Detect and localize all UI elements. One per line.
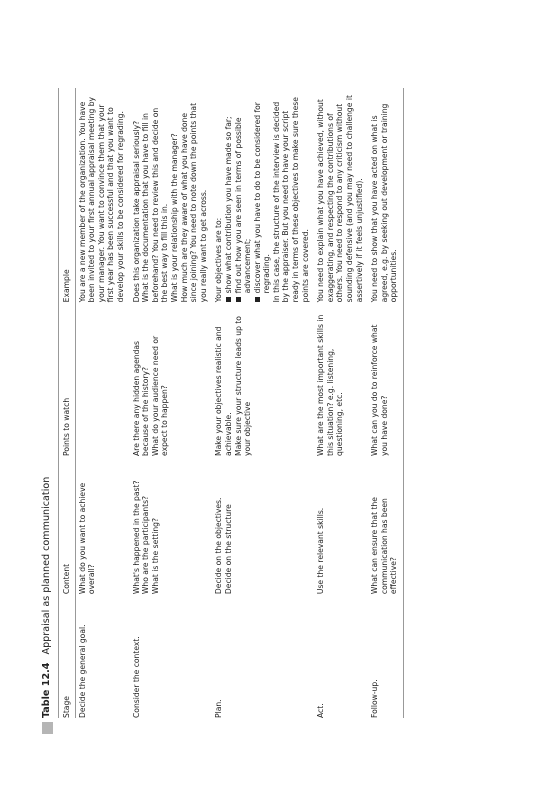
points-line: What can you do to reinforce what you have done? <box>370 324 389 456</box>
list-item <box>224 94 234 302</box>
example-line: You need to explain what you have achieved, without exaggerating, and respecting the contributions of others. You need to respond to any criticism without sounding defensive (and you may need to challenge it assertively if it feels unjustified). <box>316 95 364 303</box>
stage-cell: Consider the context. <box>131 636 141 718</box>
points-line: Make your objectives realistic and achievable. <box>214 326 233 456</box>
example-cell <box>130 88 213 302</box>
example-line: What is your relationship with the manager? <box>169 133 179 303</box>
table-number: Table 12.4 <box>41 662 52 718</box>
square-bullet-icon <box>236 297 241 302</box>
points-cell <box>212 302 314 456</box>
content-line: Who are the participants? <box>141 495 151 595</box>
square-bullet-icon <box>255 297 260 302</box>
stage-cell: Decide the general goal. <box>77 624 87 718</box>
points-cell <box>130 302 213 456</box>
points-cell <box>314 302 368 456</box>
header-content: Content <box>59 456 76 594</box>
points-cell <box>368 302 403 456</box>
example-line: What is the documentation that you have to fill in beforehand? You need to review this and decide on the best way to fill this in. <box>141 107 170 303</box>
stage-cell: Act. <box>316 703 326 718</box>
content-cell <box>314 456 368 594</box>
content-line: What's happened in the past? <box>131 480 141 595</box>
points-line: Are there any hidden agendas because of the history? <box>131 340 151 456</box>
list-item <box>253 94 272 302</box>
content-line: What do you want to achieve overall? <box>77 482 97 595</box>
content-line: What is the setting? <box>150 517 160 595</box>
table-container <box>40 88 404 718</box>
example-line: You are a new member of the organization. You have been invited to your first annual appraisal meeting by your manager. You want to convince them that your first year has been successful and that you want to develop your skills to be considered for regrading. <box>77 96 125 303</box>
square-bullet-icon <box>226 297 231 302</box>
list-item <box>234 94 253 302</box>
list-item-text: find out how you are seen in terms of possible advancement; <box>233 117 253 294</box>
objectives-list <box>224 94 272 302</box>
example-cell <box>212 88 314 302</box>
points-line: Make sure your structure leads up to your objective <box>233 316 253 456</box>
content-line: Decide on the structure <box>223 504 233 595</box>
table-title: Appraisal as planned communication <box>41 476 52 655</box>
example-cell <box>75 88 129 302</box>
table-row <box>75 88 129 718</box>
example-line: How much are they aware of what you have done since joining? You need to note down the points that you really want to get across. <box>179 102 208 303</box>
content-cell <box>75 456 129 594</box>
table-row <box>314 88 368 718</box>
example-line: Does this organization take appraisal seriously? <box>131 120 141 303</box>
caption-marker <box>42 722 53 734</box>
content-line: What can ensure that the communication has been effective? <box>370 497 399 595</box>
stage-cell: Plan. <box>214 699 224 718</box>
example-cell <box>314 88 368 302</box>
header-points: Points to watch <box>59 302 76 456</box>
content-cell <box>130 456 213 594</box>
stage-cell: Follow-up. <box>368 594 403 718</box>
points-line: What are the most important skills in this situation? e.g. listening, questioning, etc. <box>316 314 345 456</box>
points-cell <box>75 302 129 456</box>
table-row <box>212 88 314 718</box>
table-caption <box>40 88 54 718</box>
list-item-text: discover what you have to do to be considered for regrading. <box>252 102 272 294</box>
list-item-text: show what contribution you have made so far; <box>223 116 233 294</box>
example-intro: Your objectives are to: <box>214 217 224 303</box>
appraisal-table <box>58 88 404 718</box>
content-cell <box>212 456 314 594</box>
content-line: Decide on the objectives. <box>214 497 224 595</box>
header-stage: Stage <box>59 594 76 718</box>
table-row <box>130 88 213 718</box>
header-row <box>59 88 76 718</box>
content-cell <box>368 456 403 594</box>
example-cell <box>368 88 403 302</box>
header-example: Example <box>59 88 76 302</box>
points-line: What do your audience need or expect to happen? <box>150 335 170 456</box>
example-outro: In this case, the structure of the interview is decided by the appraiser. But you need to have your script ready in terms of these objectives to make sure these points are covered. <box>271 97 310 303</box>
example-line: You need to show that you have acted on what is agreed, e.g. by seeking out development or training opportunities. <box>370 103 399 303</box>
content-line: Use the relevant skills. <box>316 507 326 595</box>
table-row <box>368 88 403 718</box>
